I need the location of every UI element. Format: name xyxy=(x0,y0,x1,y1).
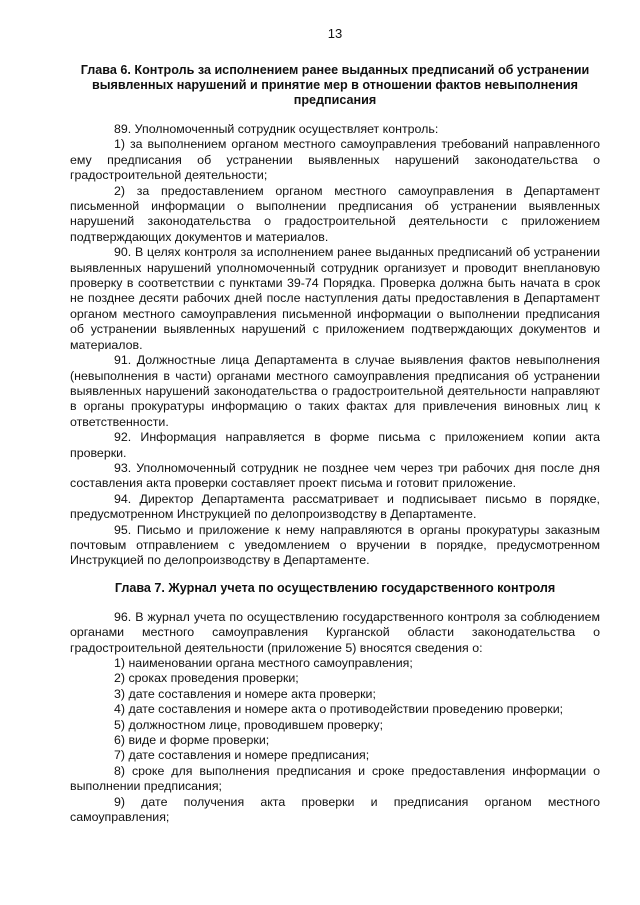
list-item: 1) наименовании органа местного самоуправления; xyxy=(114,656,413,670)
page-number: 13 xyxy=(327,26,343,41)
list-item: 3) дате составления и номере акта проверки; xyxy=(114,686,376,701)
paragraph-90: 90. В целях контроля за исполнением ранее выданных предписаний об устранении выявленных нарушений уполномоченный сотрудник организует и проводит внеплановую проверку в соответствии с пунктами 39-74 Порядка. Проверка должна быть начата в срок не позднее десяти рабочих дней после наступления даты предоставления в Департамент органом местного самоуправления письменной информации о выполнении предписания об устранении выявленных нарушений с приложением подтверждающих документов и материалов. xyxy=(70,245,600,352)
paragraph-93: 93. Уполномоченный сотрудник не позднее чем через три рабочих дня после дня составления акта проверки составляет проект письма и готовит приложение. xyxy=(70,460,600,491)
list-item: 7) дате составления и номере предписания; xyxy=(114,748,370,763)
chapter-7-title: Глава 7. Журнал учета по осуществлению государственного контроля xyxy=(114,580,556,595)
list-item: 8) сроке для выполнения предписания и сроке предоставления информации о выполнении предписания; xyxy=(70,763,600,794)
paragraph-89: 89. Уполномоченный сотрудник осуществляет контроль: xyxy=(114,122,439,136)
chapter-6-title: Глава 6. Контроль за исполнением ранее выданных предписаний об устранении выявленных нарушений и принятие мер в отношении фактов невыполнения предписания xyxy=(80,63,590,107)
list-item: 9) дате получения акта проверки и предписания органом местного самоуправления; xyxy=(70,794,600,825)
paragraph-89-2: 2) за предоставлением органом местного самоуправления в Департамент письменной информации о выполнении предписания об устранении выявленных нарушений законодательства о градостроительной деятельности с приложением подтверждающих документов и материалов. xyxy=(70,183,600,244)
list-item: 6) виде и форме проверки; xyxy=(114,733,270,748)
list-item: 4) дате составления и номере акта о противодействии проведению проверки; xyxy=(114,702,564,717)
paragraph-96: 96. В журнал учета по осуществлению государственного контроля за соблюдением органами местного самоуправления Курганской области законодательства о градостроительной деятельности (приложение 5) вносятся сведения о: xyxy=(70,609,600,655)
paragraph-95: 95. Письмо и приложение к нему направляются в органы прокуратуры заказным почтовым отправлением с уведомлением о вручении в порядке, предусмотренном Инструкцией по делопроизводству в Департаменте. xyxy=(70,522,600,568)
paragraph-92: 92. Информация направляется в форме письма с приложением копии акта проверки. xyxy=(70,430,600,460)
list-item: 2) сроках проведения проверки; xyxy=(114,671,299,686)
paragraph-89-1: 1) за выполнением органом местного самоуправления требований направленного ему предписания об устранении выявленных нарушений законодательства о градостроительной деятельности; xyxy=(70,137,600,183)
list-item: 5) должностном лице, проводившем проверку; xyxy=(114,717,384,732)
paragraph-94: 94. Директор Департамента рассматривает и подписывает письмо в порядке, предусмотренном Инструкцией по делопроизводству в Департаменте. xyxy=(70,491,600,522)
paragraph-91: 91. Должностные лица Департамента в случае выявления фактов невыполнения (невыполнения в части) органами местного самоуправления предписания об устранении выявленных нарушений законодательства о градостроительной деятельности направляют в органы прокуратуры информацию о таких фактах для привлечения виновных лиц к ответственности. xyxy=(70,353,600,429)
